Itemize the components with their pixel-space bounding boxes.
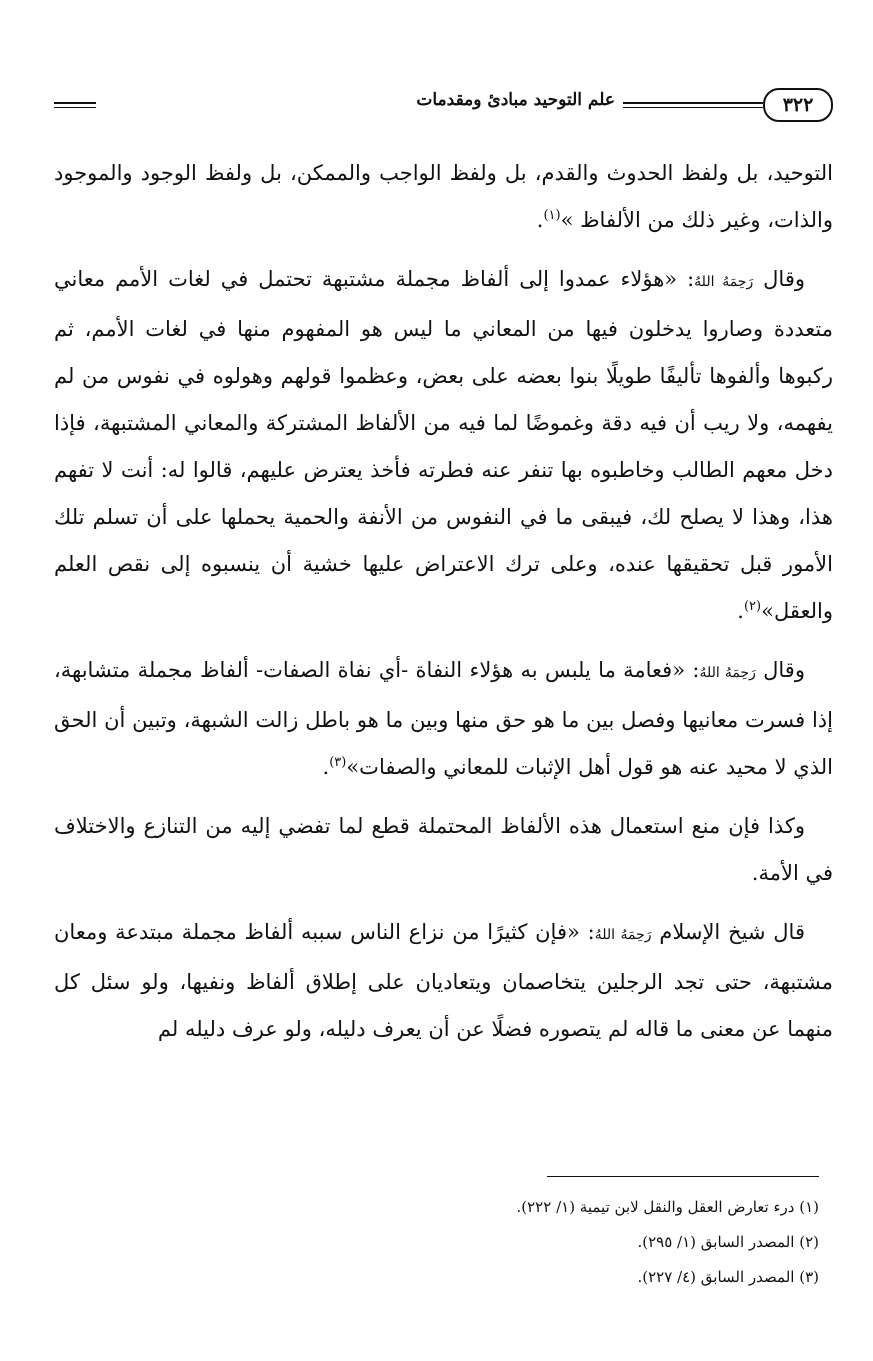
footnote-item: (٢) المصدر السابق (١/ ٢٩٥). [637,1233,819,1251]
paragraph [54,803,833,897]
paragraph-lead: وقال [755,658,805,682]
paragraph-end: . [536,208,544,232]
paragraph-end: . [322,755,330,779]
paragraph-text: التوحيد، بل ولفظ الحدوث والقدم، بل ولفظ الواجب والممكن، بل ولفظ الوجود والموجود والذات، وغير ذلك من الألفاظ » [54,161,833,232]
paragraph [54,647,833,791]
footnote-item: (١) درء تعارض العقل والنقل لابن تيمية (١/ ٢٢٢). [516,1198,819,1216]
footnote-separator [547,1176,819,1177]
paragraph-lead: وقال [753,267,806,291]
footnote-ref: (٢) [743,599,762,614]
footnote-item: (٣) المصدر السابق (٤/ ٢٢٧). [637,1268,819,1286]
paragraph [54,256,833,635]
footnotes [40,1190,819,1295]
paragraph [54,150,833,244]
paragraph-text: : «فعامة ما يلبس به هؤلاء النفاة -أي نفاة الصفات- ألفاظ مجملة متشابهة، إذا فسرت معانيها وفصل بين ما هو حق منها وبين ما هو باطل زالت الشبهة، وتبين أن الحق الذي لا محيد عنه هو قول أهل الإثبات للمعاني والصفات» [54,658,833,779]
footnote-ref: (١) [543,208,561,223]
paragraph-end: . [737,599,744,623]
header-rule [623,102,763,108]
paragraph-lead: قال شيخ الإسلام [651,920,805,944]
paragraph-text: وكذا فإن منع استعمال هذه الألفاظ المحتملة قطع لما تفضي إليه من التنازع والاختلاف في الأمة. [54,814,833,885]
honorific: رَحِمَهُ اللهُ [594,927,652,943]
running-title: علم التوحيد مبادئ ومقدمات [416,90,615,110]
paragraph-text: : «فإن كثيرًا من نزاع الناس سببه ألفاظ مجملة مبتدعة ومعان مشتبهة، حتى تجد الرجلين يتخاصمان ويتعاديان على إطلاق ألفاظ ونفيها، ولو سئل كل منهما عن معنى ما قاله لم يتصوره فضلًا عن أن يعرف دليله، ولو عرف دليله لم [54,920,833,1041]
paragraph [54,909,833,1053]
header-rule [54,102,96,108]
paragraph-text: : «هؤلاء عمدوا إلى ألفاظ مجملة مشتبهة تحتمل في لغات الأمم معاني متعددة وصاروا يدخلون فيها من المعاني ما ليس هو المفهوم منها في لغات الأمم، ثم ركبوها وألفوها تأليفًا طويلًا بنوا بعضه على بعض، وعظموا قولهم وهولوه في نفوس من لم يفهمه، ولا ريب أن فيه دقة وغموضًا لما فيه من الألفاظ المشتركة والمعاني المشتبهة، فإذا دخل معهم الطالب وخاطبوه بها تنفر عنه فطرته فأخذ يعترض عليهم، قالوا له: أنت لا تفهم هذا، وهذا لا يصلح لك، فيبقى ما في النفوس من الأنفة والحمية يحملها على أن تسلم تلك الأمور قبل تحقيقها عنده، وعلى ترك الاعتراض عليها خشية أن ينسبوه إلى نقص العلم والعقل» [54,267,833,623]
body-text [54,150,833,1065]
footnote-ref: (٣) [329,755,347,770]
honorific: رَحِمَهُ اللهُ [699,665,756,681]
page-number: ٣٢٢ [763,88,833,122]
honorific: رَحِمَهُ اللهُ [694,274,754,290]
running-header [54,84,833,128]
